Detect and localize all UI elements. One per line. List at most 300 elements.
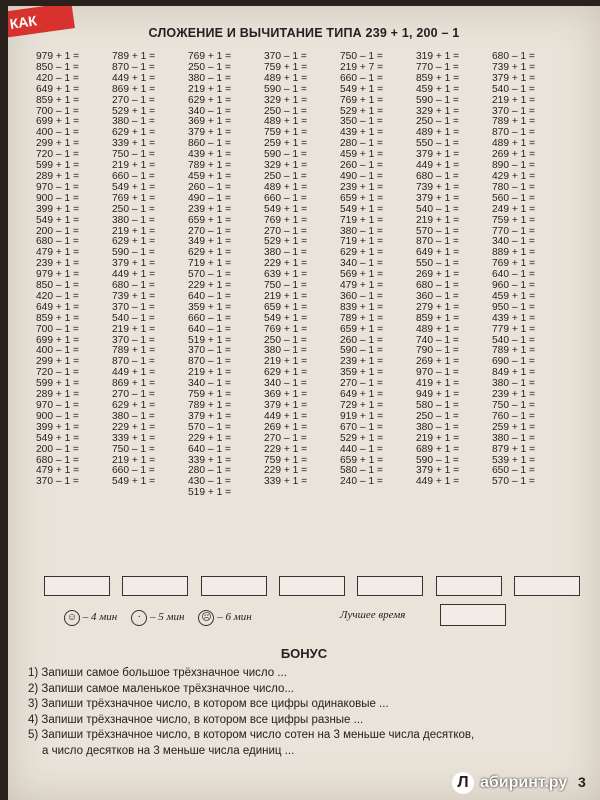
exercise-item: 379 + 1 =: [188, 127, 232, 139]
exercise-column: [416, 52, 486, 572]
exercise-item: 540 – 1 =: [112, 312, 155, 324]
exercise-item: 260 – 1 =: [188, 181, 231, 193]
exercise-item: 770 – 1 =: [492, 225, 535, 237]
exercise-item: 360 – 1 =: [416, 290, 459, 302]
exercise-item: 629 + 1 =: [264, 367, 308, 379]
exercise-item: 379 + 1 =: [188, 410, 232, 422]
bonus-task-continuation: а число десятков на 3 меньше числа единиц ...: [42, 744, 295, 757]
bonus-task-list: [28, 666, 580, 759]
best-time-box[interactable]: [440, 604, 506, 626]
exercise-item: 380 – 1 =: [264, 247, 307, 259]
smiley-happy-icon: ☺: [64, 610, 80, 626]
exercise-item: 659 + 1 =: [188, 214, 232, 226]
exercise-item: 379 + 1 =: [416, 192, 460, 204]
exercise-item: 629 + 1 =: [112, 236, 156, 248]
bonus-task: 2) Запиши самое маленькое трёхзначное число...: [28, 682, 294, 695]
exercise-item: 960 – 1 =: [492, 280, 535, 292]
exercise-item: 229 + 1 =: [188, 432, 232, 444]
exercise-item: 380 – 1 =: [492, 432, 535, 444]
exercise-item: 590 – 1 =: [416, 94, 459, 106]
exercise-item: 219 + 1 =: [264, 290, 308, 302]
exercise-item: 680 – 1 =: [416, 280, 459, 292]
exercise-item: 269 + 1 =: [492, 149, 536, 161]
exercise-item: 649 + 1 =: [36, 83, 80, 95]
exercise-item: 590 – 1 =: [264, 83, 307, 95]
exercise-item: 629 + 1 =: [340, 247, 384, 259]
exercise-column: [188, 52, 258, 572]
exercise-item: 770 – 1 =: [416, 61, 459, 73]
exercise-item: 750 – 1 =: [112, 443, 155, 455]
exercise-item: 420 – 1 =: [36, 290, 79, 302]
exercise-item: 270 – 1 =: [112, 94, 155, 106]
fast-time-label: – 4 мин: [82, 611, 118, 623]
exercise-item: 529 + 1 =: [264, 236, 308, 248]
smiley-sad-icon: ☹: [198, 610, 214, 626]
exercise-item: 779 + 1 =: [492, 323, 536, 335]
answer-box[interactable]: [514, 576, 580, 596]
exercise-item: 839 + 1 =: [340, 301, 384, 313]
exercise-item: 360 – 1 =: [340, 290, 383, 302]
exercise-item: 750 – 1 =: [264, 280, 307, 292]
exercise-item: 229 + 1 =: [264, 258, 308, 270]
workbook-page: [8, 6, 600, 800]
answer-box[interactable]: [357, 576, 423, 596]
exercise-item: 649 + 1 =: [340, 389, 384, 401]
exercise-item: 329 + 1 =: [264, 94, 308, 106]
exercise-item: 650 – 1 =: [492, 465, 535, 477]
exercise-item: 549 + 1 =: [112, 476, 156, 488]
exercise-item: 350 – 1 =: [340, 116, 383, 128]
best-time-label: Лучшее время: [340, 609, 406, 621]
exercise-item: 339 + 1 =: [112, 432, 156, 444]
exercise-column: [36, 52, 106, 572]
exercise-item: 489 + 1 =: [416, 127, 460, 139]
exercise-item: 719 + 1 =: [188, 258, 232, 270]
exercise-item: 229 + 1 =: [112, 421, 156, 433]
exercise-grid: [36, 52, 586, 572]
exercise-item: 490 – 1 =: [188, 192, 231, 204]
exercise-item: 379 + 1 =: [112, 258, 156, 270]
bonus-task: 4) Запиши трёхзначное число, в котором все цифры разные ...: [28, 713, 364, 726]
exercise-item: 690 – 1 =: [492, 356, 535, 368]
exercise-column: [492, 52, 562, 572]
exercise-item: 549 + 1 =: [36, 214, 80, 226]
exercise-item: 219 + 1 =: [112, 160, 156, 172]
exercise-item: 760 – 1 =: [492, 410, 535, 422]
exercise-item: 379 + 1 =: [416, 465, 460, 477]
exercise-item: 569 + 1 =: [340, 269, 384, 281]
exercise-column: [264, 52, 334, 572]
exercise-item: 769 + 1 =: [264, 214, 308, 226]
exercise-item: 670 – 1 =: [340, 421, 383, 433]
exercise-item: 340 – 1 =: [188, 378, 231, 390]
exercise-item: 250 – 1 =: [264, 105, 307, 117]
exercise-item: 429 + 1 =: [492, 170, 536, 182]
exercise-item: 719 + 1 =: [340, 236, 384, 248]
exercise-item: 380 – 1 =: [264, 345, 307, 357]
exercise-item: 659 + 1 =: [264, 301, 308, 313]
exercise-item: 200 – 1 =: [36, 443, 79, 455]
exercise-item: 549 + 1 =: [264, 312, 308, 324]
exercise-item: 529 + 1 =: [340, 432, 384, 444]
exercise-item: 739 + 1 =: [492, 61, 536, 73]
exercise-item: 319 + 1 =: [416, 51, 460, 62]
exercise-item: 859 + 1 =: [416, 72, 460, 84]
exercise-item: 529 + 1 =: [340, 105, 384, 117]
exercise-item: 640 – 1 =: [188, 290, 231, 302]
exercise-item: 489 + 1 =: [416, 323, 460, 335]
medium-time-label: – 5 мин: [149, 611, 185, 623]
exercise-item: 850 – 1 =: [36, 61, 79, 73]
exercise-item: 489 + 1 =: [264, 116, 308, 128]
exercise-item: 550 – 1 =: [416, 258, 459, 270]
exercise-item: 519 + 1 =: [188, 487, 232, 499]
exercise-item: 479 + 1 =: [36, 465, 80, 477]
exercise-item: 870 – 1 =: [416, 236, 459, 248]
exercise-item: 289 + 1 =: [36, 389, 80, 401]
exercise-item: 659 + 1 =: [340, 323, 384, 335]
exercise-item: 380 – 1 =: [188, 72, 231, 84]
exercise-item: 640 – 1 =: [188, 323, 231, 335]
exercise-item: 970 – 1 =: [416, 367, 459, 379]
page-number: 3: [578, 774, 586, 790]
exercise-item: 789 + 1 =: [112, 51, 156, 62]
exercise-item: 459 + 1 =: [340, 149, 384, 161]
exercise-item: 740 – 1 =: [416, 334, 459, 346]
exercise-item: 240 – 1 =: [340, 476, 383, 488]
exercise-item: 750 – 1 =: [112, 149, 155, 161]
exercise-item: 270 – 1 =: [112, 389, 155, 401]
exercise-item: 219 + 1 =: [188, 83, 232, 95]
exercise-item: 369 + 1 =: [188, 116, 232, 128]
exercise-item: 239 + 1 =: [492, 389, 536, 401]
exercise-item: 590 – 1 =: [340, 345, 383, 357]
exercise-column: [112, 52, 182, 572]
bonus-task: 3) Запиши трёхзначное число, в котором все цифры одинаковые ...: [28, 698, 389, 710]
exercise-item: 789 + 1 =: [188, 160, 232, 172]
exercise-item: 660 – 1 =: [264, 192, 307, 204]
exercise-item: 379 + 1 =: [264, 400, 308, 411]
exercise-item: 549 + 1 =: [36, 432, 80, 444]
exercise-item: 790 – 1 =: [416, 345, 459, 357]
exercise-item: 399 + 1 =: [36, 203, 80, 215]
exercise-item: 680 – 1 =: [416, 170, 459, 182]
exercise-item: 280 – 1 =: [340, 138, 383, 150]
watermark-text: абиринт.ру: [480, 774, 568, 791]
exercise-item: 699 + 1 =: [36, 116, 80, 128]
exercise-item: 560 – 1 =: [492, 192, 535, 204]
exercise-item: 649 + 1 =: [416, 247, 460, 259]
exercise-item: 649 + 1 =: [36, 301, 80, 313]
exercise-item: 870 – 1 =: [112, 61, 155, 73]
exercise-item: 859 + 1 =: [36, 312, 80, 324]
exercise-item: 639 + 1 =: [264, 269, 308, 281]
exercise-item: 789 + 1 =: [188, 400, 232, 411]
exercise-item: 339 + 1 =: [188, 454, 232, 466]
exercise-item: 590 – 1 =: [416, 454, 459, 466]
exercise-item: 459 + 1 =: [416, 83, 460, 95]
exercise-item: 970 – 1 =: [36, 400, 79, 411]
exercise-item: 529 + 1 =: [112, 105, 156, 117]
exercise-item: 580 – 1 =: [416, 400, 459, 411]
page-title: СЛОЖЕНИЕ И ВЫЧИТАНИЕ ТИПА 239 + 1, 200 – 1: [148, 26, 460, 40]
exercise-item: 250 – 1 =: [188, 61, 231, 73]
exercise-item: 269 + 1 =: [416, 356, 460, 368]
exercise-item: 769 + 1 =: [340, 94, 384, 106]
exercise-item: 219 + 1 =: [112, 225, 156, 237]
exercise-item: 219 + 1 =: [112, 454, 156, 466]
exercise-item: 329 + 1 =: [416, 105, 460, 117]
exercise-item: 400 – 1 =: [36, 345, 79, 357]
exercise-item: 250 – 1 =: [112, 203, 155, 215]
answer-box[interactable]: [279, 576, 345, 596]
exercise-item: 339 + 1 =: [264, 476, 308, 488]
exercise-item: 449 + 1 =: [112, 367, 156, 379]
exercise-item: 550 – 1 =: [416, 138, 459, 150]
exercise-item: 489 + 1 =: [492, 138, 536, 150]
timing-legend: [64, 610, 252, 626]
exercise-item: 449 + 1 =: [112, 269, 156, 281]
exercise-item: 449 + 1 =: [112, 72, 156, 84]
answer-boxes: [44, 576, 580, 596]
exercise-item: 590 – 1 =: [264, 149, 307, 161]
exercise-item: 680 – 1 =: [112, 280, 155, 292]
exercise-item: 219 + 7 =: [340, 61, 384, 73]
exercise-item: 580 – 1 =: [340, 465, 383, 477]
exercise-item: 570 – 1 =: [492, 476, 535, 488]
exercise-item: 720 – 1 =: [36, 367, 79, 379]
exercise-item: 769 + 1 =: [188, 51, 232, 62]
exercise-item: 540 – 1 =: [492, 83, 535, 95]
exercise-item: 349 + 1 =: [188, 236, 232, 248]
exercise-item: 340 – 1 =: [340, 258, 383, 270]
exercise-item: 660 – 1 =: [340, 72, 383, 84]
exercise-item: 249 + 1 =: [492, 203, 536, 215]
exercise-item: 200 – 1 =: [36, 225, 79, 237]
exercise-item: 720 – 1 =: [36, 149, 79, 161]
exercise-item: 859 + 1 =: [36, 94, 80, 106]
exercise-item: 759 + 1 =: [264, 454, 308, 466]
exercise-item: 759 + 1 =: [188, 389, 232, 401]
exercise-item: 299 + 1 =: [36, 356, 80, 368]
exercise-column: [340, 52, 410, 572]
exercise-item: 329 + 1 =: [264, 160, 308, 172]
exercise-item: 380 – 1 =: [492, 378, 535, 390]
exercise-item: 370 – 1 =: [112, 301, 155, 313]
exercise-item: 739 + 1 =: [112, 290, 156, 302]
exercise-item: 699 + 1 =: [36, 334, 80, 346]
exercise-item: 949 + 1 =: [416, 389, 460, 401]
exercise-item: 260 – 1 =: [340, 160, 383, 172]
exercise-item: 590 – 1 =: [112, 247, 155, 259]
exercise-item: 380 – 1 =: [416, 421, 459, 433]
exercise-item: 859 + 1 =: [416, 312, 460, 324]
exercise-item: 219 + 1 =: [112, 323, 156, 335]
exercise-item: 340 – 1 =: [264, 378, 307, 390]
exercise-item: 270 – 1 =: [264, 225, 307, 237]
exercise-item: 359 + 1 =: [340, 367, 384, 379]
exercise-item: 660 – 1 =: [188, 312, 231, 324]
exercise-item: 680 – 1 =: [492, 51, 535, 62]
exercise-item: 380 – 1 =: [340, 225, 383, 237]
exercise-item: 640 – 1 =: [188, 443, 231, 455]
exercise-item: 440 – 1 =: [340, 443, 383, 455]
exercise-item: 549 + 1 =: [264, 203, 308, 215]
exercise-item: 219 + 1 =: [416, 214, 460, 226]
exercise-item: 549 + 1 =: [340, 203, 384, 215]
exercise-item: 870 – 1 =: [188, 356, 231, 368]
exercise-item: 279 + 1 =: [416, 301, 460, 313]
exercise-item: 229 + 1 =: [188, 280, 232, 292]
exercise-item: 250 – 1 =: [416, 116, 459, 128]
exercise-item: 629 + 1 =: [188, 247, 232, 259]
exercise-item: 759 + 1 =: [264, 61, 308, 73]
exercise-item: 449 + 1 =: [416, 160, 460, 172]
exercise-item: 340 – 1 =: [492, 236, 535, 248]
exercise-item: 659 + 1 =: [340, 192, 384, 204]
exercise-item: 750 – 1 =: [340, 51, 383, 62]
exercise-item: 519 + 1 =: [188, 334, 232, 346]
exercise-item: 270 – 1 =: [340, 378, 383, 390]
exercise-item: 419 + 1 =: [416, 378, 460, 390]
exercise-item: 950 – 1 =: [492, 301, 535, 313]
exercise-item: 379 + 1 =: [416, 149, 460, 161]
exercise-item: 489 + 1 =: [264, 181, 308, 193]
exercise-item: 789 + 1 =: [112, 345, 156, 357]
bonus-task: 5) Запиши трёхзначное число, в котором число сотен на 3 меньше числа десятков,: [28, 729, 475, 741]
exercise-item: 869 + 1 =: [112, 378, 156, 390]
exercise-item: 370 – 1 =: [188, 345, 231, 357]
exercise-item: 759 + 1 =: [264, 127, 308, 139]
exercise-item: 490 – 1 =: [340, 170, 383, 182]
exercise-item: 370 – 1 =: [264, 51, 307, 62]
exercise-item: 780 – 1 =: [492, 181, 535, 193]
exercise-item: 540 – 1 =: [416, 203, 459, 215]
exercise-item: 250 – 1 =: [264, 170, 307, 182]
exercise-item: 280 – 1 =: [188, 465, 231, 477]
exercise-item: 370 – 1 =: [36, 476, 79, 488]
exercise-item: 239 + 1 =: [188, 203, 232, 215]
exercise-item: 260 – 1 =: [340, 334, 383, 346]
exercise-item: 239 + 1 =: [340, 356, 384, 368]
exercise-item: 299 + 1 =: [36, 138, 80, 150]
exercise-item: 539 + 1 =: [492, 454, 536, 466]
smiley-neutral-icon: ·: [131, 610, 147, 626]
exercise-item: 489 + 1 =: [264, 72, 308, 84]
exercise-item: 380 – 1 =: [112, 410, 155, 422]
labirint-logo-icon: Л: [452, 772, 474, 794]
exercise-item: 439 + 1 =: [340, 127, 384, 139]
exercise-item: 900 – 1 =: [36, 192, 79, 204]
exercise-item: 599 + 1 =: [36, 378, 80, 390]
exercise-item: 459 + 1 =: [188, 170, 232, 182]
exercise-item: 430 – 1 =: [188, 476, 231, 488]
exercise-item: 239 + 1 =: [36, 258, 80, 270]
exercise-item: 919 + 1 =: [340, 410, 384, 422]
exercise-item: 849 + 1 =: [492, 367, 536, 379]
exercise-item: 729 + 1 =: [340, 400, 384, 411]
exercise-item: 970 – 1 =: [36, 181, 79, 193]
exercise-item: 379 + 1 =: [492, 72, 536, 84]
exercise-item: 340 – 1 =: [188, 105, 231, 117]
watermark-logo: [452, 770, 592, 796]
exercise-item: 229 + 1 =: [264, 443, 308, 455]
exercise-item: 789 + 1 =: [340, 312, 384, 324]
exercise-item: 629 + 1 =: [188, 94, 232, 106]
answer-box[interactable]: [436, 576, 502, 596]
exercise-item: 540 – 1 =: [492, 334, 535, 346]
exercise-item: 680 – 1 =: [36, 236, 79, 248]
exercise-item: 660 – 1 =: [112, 465, 155, 477]
exercise-item: 789 + 1 =: [492, 345, 536, 357]
exercise-item: 289 + 1 =: [36, 170, 80, 182]
exercise-item: 629 + 1 =: [112, 127, 156, 139]
exercise-item: 750 – 1 =: [492, 400, 535, 411]
exercise-item: 769 + 1 =: [492, 258, 536, 270]
exercise-item: 250 – 1 =: [416, 410, 459, 422]
answer-box[interactable]: [122, 576, 188, 596]
exercise-item: 259 + 1 =: [492, 421, 536, 433]
exercise-item: 870 – 1 =: [112, 356, 155, 368]
exercise-item: 449 + 1 =: [264, 410, 308, 422]
exercise-item: 400 – 1 =: [36, 127, 79, 139]
exercise-item: 759 + 1 =: [492, 214, 536, 226]
answer-box[interactable]: [44, 576, 110, 596]
exercise-item: 269 + 1 =: [416, 269, 460, 281]
exercise-item: 890 – 1 =: [492, 160, 535, 172]
exercise-item: 259 + 1 =: [264, 138, 308, 150]
exercise-item: 629 + 1 =: [112, 400, 156, 411]
exercise-item: 269 + 1 =: [264, 421, 308, 433]
bonus-title: БОНУС: [280, 646, 328, 661]
exercise-item: 700 – 1 =: [36, 105, 79, 117]
exercise-item: 439 + 1 =: [492, 312, 536, 324]
exercise-item: 359 + 1 =: [188, 301, 232, 313]
exercise-item: 769 + 1 =: [112, 192, 156, 204]
exercise-item: 879 + 1 =: [492, 443, 536, 455]
exercise-item: 599 + 1 =: [36, 160, 80, 172]
exercise-item: 700 – 1 =: [36, 323, 79, 335]
exercise-item: 380 – 1 =: [112, 214, 155, 226]
exercise-item: 459 + 1 =: [492, 290, 536, 302]
exercise-item: 979 + 1 =: [36, 51, 80, 62]
exercise-item: 270 – 1 =: [264, 432, 307, 444]
exercise-item: 479 + 1 =: [340, 280, 384, 292]
exercise-item: 549 + 1 =: [340, 83, 384, 95]
exercise-item: 850 – 1 =: [36, 280, 79, 292]
exercise-item: 219 + 1 =: [416, 432, 460, 444]
exercise-item: 479 + 1 =: [36, 247, 80, 259]
exercise-item: 570 – 1 =: [416, 225, 459, 237]
exercise-item: 680 – 1 =: [36, 454, 79, 466]
exercise-item: 549 + 1 =: [112, 181, 156, 193]
exercise-item: 380 – 1 =: [112, 116, 155, 128]
answer-box[interactable]: [201, 576, 267, 596]
exercise-item: 739 + 1 =: [416, 181, 460, 193]
section-tab: КАК: [8, 6, 75, 38]
exercise-item: 270 – 1 =: [188, 225, 231, 237]
exercise-item: 370 – 1 =: [492, 105, 535, 117]
exercise-item: 339 + 1 =: [112, 138, 156, 150]
exercise-item: 570 – 1 =: [188, 269, 231, 281]
exercise-item: 239 + 1 =: [340, 181, 384, 193]
exercise-item: 719 + 1 =: [340, 214, 384, 226]
exercise-item: 659 + 1 =: [340, 454, 384, 466]
exercise-item: 869 + 1 =: [112, 83, 156, 95]
exercise-item: 900 – 1 =: [36, 410, 79, 422]
exercise-item: 219 + 1 =: [264, 356, 308, 368]
bonus-task: 1) Запиши самое большое трёхзначное число ...: [28, 667, 287, 679]
